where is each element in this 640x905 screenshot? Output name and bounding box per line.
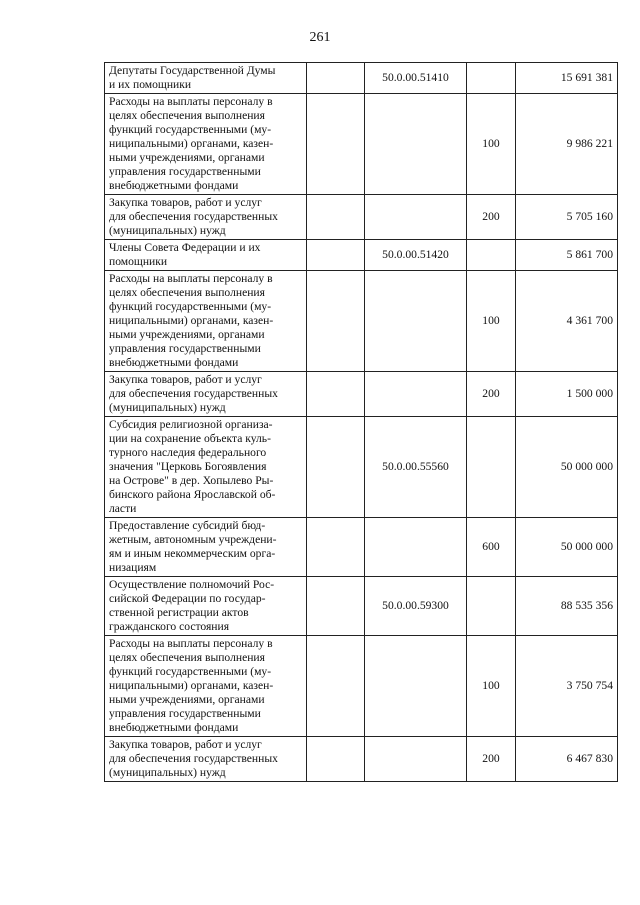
expense-name-line: ными учреждениями, органами — [109, 151, 265, 164]
expense-name-line: управления государственными — [109, 342, 261, 355]
expense-name-line: бинского района Ярославской об- — [109, 488, 276, 501]
expense-name-cell — [105, 417, 307, 518]
expense-name-line: для обеспечения государственных — [109, 210, 278, 223]
expense-name-line: внебюджетными фондами — [109, 356, 239, 369]
expense-name-line: функций государственными (му- — [109, 300, 272, 313]
expense-name-cell — [105, 372, 307, 417]
amount-cell: 50 000 000 — [516, 518, 618, 577]
expense-type-cell — [467, 577, 516, 636]
section-cell — [307, 195, 365, 240]
expense-name-line: ции на сохранение объекта куль- — [109, 432, 271, 445]
expense-type-cell — [467, 417, 516, 518]
expense-name-line: ниципальными) органами, казен- — [109, 679, 274, 692]
section-cell — [307, 240, 365, 271]
table-row — [105, 577, 618, 636]
amount-cell: 3 750 754 — [516, 636, 618, 737]
expense-type-cell: 600 — [467, 518, 516, 577]
table-row — [105, 271, 618, 372]
expense-name-line: ственной регистрации актов — [109, 606, 249, 619]
expense-name-cell — [105, 271, 307, 372]
expense-name-cell — [105, 94, 307, 195]
expense-name-cell — [105, 577, 307, 636]
section-cell — [307, 63, 365, 94]
expense-name-line: внебюджетными фондами — [109, 179, 239, 192]
expense-name-line: (муниципальных) нужд — [109, 766, 226, 779]
expense-name-line: (муниципальных) нужд — [109, 401, 226, 414]
section-cell — [307, 271, 365, 372]
target-code-cell: 50.0.00.51420 — [365, 240, 467, 271]
target-code-cell — [365, 271, 467, 372]
expense-name-line: ниципальными) органами, казен- — [109, 314, 274, 327]
target-code-cell — [365, 737, 467, 782]
target-code-cell: 50.0.00.59300 — [365, 577, 467, 636]
expense-name-line: для обеспечения государственных — [109, 752, 278, 765]
section-cell — [307, 94, 365, 195]
expense-name-cell — [105, 518, 307, 577]
table-row — [105, 417, 618, 518]
expense-name-line: Предоставление субсидий бюд- — [109, 519, 266, 532]
expense-name-line: управления государственными — [109, 165, 261, 178]
section-cell — [307, 737, 365, 782]
expense-name-line: функций государственными (му- — [109, 123, 272, 136]
expense-name-line: значения "Церковь Богоявления — [109, 460, 267, 473]
section-cell — [307, 518, 365, 577]
budget-table — [104, 62, 618, 782]
section-cell — [307, 636, 365, 737]
expense-name-line: турного наследия федерального — [109, 446, 267, 459]
target-code-cell — [365, 94, 467, 195]
expense-name-line: Расходы на выплаты персоналу в — [109, 637, 273, 650]
amount-cell: 4 361 700 — [516, 271, 618, 372]
expense-name-line: сийской Федерации по государ- — [109, 592, 266, 605]
expense-name-line: Осуществление полномочий Рос- — [109, 578, 275, 591]
expense-type-cell: 200 — [467, 737, 516, 782]
amount-cell: 9 986 221 — [516, 94, 618, 195]
expense-name-line: жетным, автономным учреждени- — [109, 533, 277, 546]
page-number: 261 — [309, 30, 331, 45]
expense-type-cell: 200 — [467, 195, 516, 240]
section-cell — [307, 577, 365, 636]
table-row — [105, 195, 618, 240]
amount-cell: 5 861 700 — [516, 240, 618, 271]
target-code-cell — [365, 636, 467, 737]
expense-name-line: помощники — [109, 255, 168, 268]
table-row — [105, 94, 618, 195]
expense-name-line: управления государственными — [109, 707, 261, 720]
table-row — [105, 636, 618, 737]
expense-name-line: Расходы на выплаты персоналу в — [109, 272, 273, 285]
expense-name-line: Закупка товаров, работ и услуг — [109, 738, 262, 751]
expense-type-cell — [467, 240, 516, 271]
expense-name-line: Закупка товаров, работ и услуг — [109, 196, 262, 209]
expense-name-line: и их помощники — [109, 78, 192, 91]
expense-type-cell — [467, 63, 516, 94]
expense-name-cell — [105, 195, 307, 240]
expense-name-line: целях обеспечения выполнения — [109, 286, 265, 299]
expense-type-cell: 200 — [467, 372, 516, 417]
expense-type-cell: 100 — [467, 94, 516, 195]
section-cell — [307, 372, 365, 417]
expense-name-line: (муниципальных) нужд — [109, 224, 226, 237]
expense-name-line: гражданского состояния — [109, 620, 230, 633]
expense-name-line: Закупка товаров, работ и услуг — [109, 373, 262, 386]
expense-name-cell — [105, 63, 307, 94]
expense-name-line: функций государственными (му- — [109, 665, 272, 678]
amount-cell: 6 467 830 — [516, 737, 618, 782]
expense-name-cell — [105, 737, 307, 782]
amount-cell: 50 000 000 — [516, 417, 618, 518]
expense-type-cell: 100 — [467, 636, 516, 737]
expense-name-line: Субсидия религиозной организа- — [109, 418, 273, 431]
expense-type-cell: 100 — [467, 271, 516, 372]
amount-cell: 1 500 000 — [516, 372, 618, 417]
target-code-cell: 50.0.00.51410 — [365, 63, 467, 94]
target-code-cell — [365, 372, 467, 417]
table-row — [105, 737, 618, 782]
amount-cell: 88 535 356 — [516, 577, 618, 636]
target-code-cell — [365, 195, 467, 240]
expense-name-line: ям и иным некоммерческим орга- — [109, 547, 276, 560]
expense-name-line: Расходы на выплаты персоналу в — [109, 95, 273, 108]
expense-name-line: Члены Совета Федерации и их — [109, 241, 261, 254]
expense-name-line: целях обеспечения выполнения — [109, 651, 265, 664]
expense-name-line: низациям — [109, 561, 157, 574]
target-code-cell — [365, 518, 467, 577]
amount-cell: 15 691 381 — [516, 63, 618, 94]
table-row — [105, 63, 618, 94]
table-row — [105, 372, 618, 417]
section-cell — [307, 417, 365, 518]
expense-name-line: ниципальными) органами, казен- — [109, 137, 274, 150]
amount-cell: 5 705 160 — [516, 195, 618, 240]
table-row — [105, 518, 618, 577]
expense-name-line: ными учреждениями, органами — [109, 693, 265, 706]
expense-name-cell — [105, 240, 307, 271]
expense-name-line: ласти — [109, 502, 137, 515]
expense-name-line: для обеспечения государственных — [109, 387, 278, 400]
budget-table-body — [105, 63, 618, 782]
target-code-cell: 50.0.00.55560 — [365, 417, 467, 518]
expense-name-cell — [105, 636, 307, 737]
expense-name-line: внебюджетными фондами — [109, 721, 239, 734]
expense-name-line: целях обеспечения выполнения — [109, 109, 265, 122]
expense-name-line: Депутаты Государственной Думы — [109, 64, 276, 77]
table-row — [105, 240, 618, 271]
expense-name-line: на Острове" в дер. Хопылево Ры- — [109, 474, 274, 487]
expense-name-line: ными учреждениями, органами — [109, 328, 265, 341]
